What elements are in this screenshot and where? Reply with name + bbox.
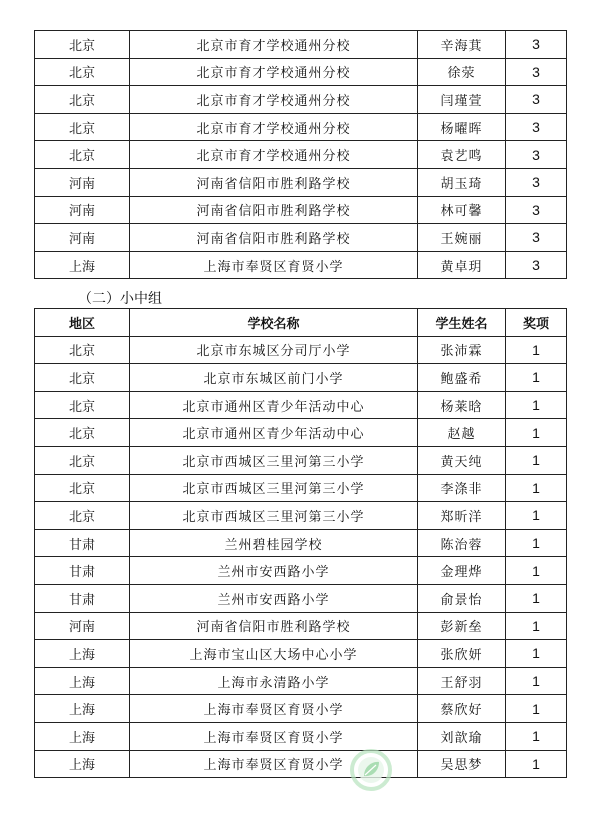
cell-school: 河南省信阳市胜利路学校 xyxy=(130,168,418,196)
cell-award: 3 xyxy=(506,31,567,59)
cell-region: 北京 xyxy=(35,86,130,114)
table-row xyxy=(35,474,567,502)
cell-student: 张沛霖 xyxy=(418,336,506,364)
cell-region: 北京 xyxy=(35,141,130,169)
table-row xyxy=(35,584,567,612)
cell-student: 王婉丽 xyxy=(418,224,506,252)
section-heading: （二）小中组 xyxy=(78,291,162,307)
cell-region: 北京 xyxy=(35,419,130,447)
cell-school: 北京市西城区三里河第三小学 xyxy=(130,502,418,530)
cell-school: 上海市永清路小学 xyxy=(130,667,418,695)
cell-region: 北京 xyxy=(35,336,130,364)
cell-student: 金理烨 xyxy=(418,557,506,585)
cell-region: 河南 xyxy=(35,196,130,224)
cell-award: 1 xyxy=(506,419,567,447)
cell-student: 辛海萁 xyxy=(418,31,506,59)
table-header-row xyxy=(35,309,567,337)
cell-award: 1 xyxy=(506,667,567,695)
cell-region: 河南 xyxy=(35,612,130,640)
award-table-group-2-body xyxy=(35,336,567,778)
cell-student: 李涤非 xyxy=(418,474,506,502)
table-row xyxy=(35,224,567,252)
cell-student: 徐荥 xyxy=(418,58,506,86)
cell-award: 3 xyxy=(506,141,567,169)
cell-region: 河南 xyxy=(35,168,130,196)
cell-school: 北京市通州区青少年活动中心 xyxy=(130,391,418,419)
cell-student: 俞景怡 xyxy=(418,584,506,612)
cell-school: 北京市通州区青少年活动中心 xyxy=(130,419,418,447)
header-student: 学生姓名 xyxy=(418,309,506,337)
cell-student: 王舒羽 xyxy=(418,667,506,695)
table-row xyxy=(35,141,567,169)
cell-student: 蔡欣好 xyxy=(418,695,506,723)
table-row xyxy=(35,612,567,640)
cell-student: 黄天纯 xyxy=(418,446,506,474)
table-row xyxy=(35,419,567,447)
header-region: 地区 xyxy=(35,309,130,337)
cell-region: 甘肃 xyxy=(35,584,130,612)
table-row xyxy=(35,529,567,557)
cell-region: 上海 xyxy=(35,695,130,723)
table-row xyxy=(35,391,567,419)
cell-school: 北京市育才学校通州分校 xyxy=(130,58,418,86)
header-award: 奖项 xyxy=(506,309,567,337)
cell-award: 3 xyxy=(506,58,567,86)
leaf-circle-icon xyxy=(349,748,393,792)
header-school: 学校名称 xyxy=(130,309,418,337)
cell-school: 上海市奉贤区育贤小学 xyxy=(130,695,418,723)
table-row xyxy=(35,58,567,86)
cell-award: 1 xyxy=(506,502,567,530)
cell-school: 北京市西城区三里河第三小学 xyxy=(130,446,418,474)
cell-award: 1 xyxy=(506,722,567,750)
cell-award: 1 xyxy=(506,474,567,502)
cell-school: 河南省信阳市胜利路学校 xyxy=(130,224,418,252)
cell-region: 上海 xyxy=(35,667,130,695)
cell-award: 3 xyxy=(506,224,567,252)
cell-award: 1 xyxy=(506,612,567,640)
table-row xyxy=(35,251,567,279)
cell-student: 杨曜晖 xyxy=(418,113,506,141)
cell-student: 杨莱晗 xyxy=(418,391,506,419)
cell-region: 上海 xyxy=(35,251,130,279)
cell-student: 鲍盛希 xyxy=(418,364,506,392)
cell-school: 上海市奉贤区育贤小学 xyxy=(130,251,418,279)
cell-school: 北京市东城区分司厅小学 xyxy=(130,336,418,364)
cell-award: 1 xyxy=(506,529,567,557)
cell-award: 3 xyxy=(506,113,567,141)
cell-student: 闫瑾萱 xyxy=(418,86,506,114)
cell-award: 1 xyxy=(506,364,567,392)
table-row xyxy=(35,31,567,59)
cell-school: 兰州碧桂园学校 xyxy=(130,529,418,557)
award-table-continued-body xyxy=(35,31,567,279)
table-row xyxy=(35,640,567,668)
table-row xyxy=(35,722,567,750)
cell-award: 1 xyxy=(506,557,567,585)
cell-award: 1 xyxy=(506,695,567,723)
cell-region: 北京 xyxy=(35,58,130,86)
cell-school: 兰州市安西路小学 xyxy=(130,557,418,585)
cell-region: 甘肃 xyxy=(35,529,130,557)
cell-student: 胡玉琦 xyxy=(418,168,506,196)
table-row xyxy=(35,168,567,196)
cell-award: 3 xyxy=(506,196,567,224)
cell-student: 赵越 xyxy=(418,419,506,447)
cell-award: 3 xyxy=(506,86,567,114)
cell-region: 上海 xyxy=(35,722,130,750)
cell-school: 河南省信阳市胜利路学校 xyxy=(130,612,418,640)
cell-region: 北京 xyxy=(35,31,130,59)
table-row xyxy=(35,336,567,364)
cell-award: 1 xyxy=(506,584,567,612)
cell-region: 北京 xyxy=(35,502,130,530)
cell-school: 河南省信阳市胜利路学校 xyxy=(130,196,418,224)
cell-school: 上海市宝山区大场中心小学 xyxy=(130,640,418,668)
cell-award: 1 xyxy=(506,391,567,419)
cell-school: 上海市奉贤区育贤小学 xyxy=(130,750,418,778)
cell-school: 北京市育才学校通州分校 xyxy=(130,31,418,59)
cell-region: 北京 xyxy=(35,391,130,419)
cell-student: 刘歆瑜 xyxy=(418,722,506,750)
table-row xyxy=(35,557,567,585)
cell-student: 张欣妍 xyxy=(418,640,506,668)
cell-region: 北京 xyxy=(35,474,130,502)
cell-school: 北京市育才学校通州分校 xyxy=(130,86,418,114)
cell-award: 3 xyxy=(506,168,567,196)
cell-region: 河南 xyxy=(35,224,130,252)
cell-student: 黄卓玥 xyxy=(418,251,506,279)
cell-school: 北京市东城区前门小学 xyxy=(130,364,418,392)
cell-region: 甘肃 xyxy=(35,557,130,585)
cell-school: 北京市育才学校通州分校 xyxy=(130,113,418,141)
cell-region: 北京 xyxy=(35,446,130,474)
cell-region: 北京 xyxy=(35,364,130,392)
award-table-continued xyxy=(34,30,567,279)
cell-student: 袁艺鸣 xyxy=(418,141,506,169)
cell-school: 北京市西城区三里河第三小学 xyxy=(130,474,418,502)
cell-region: 上海 xyxy=(35,640,130,668)
table-row xyxy=(35,86,567,114)
table-row xyxy=(35,446,567,474)
cell-student: 彭新垒 xyxy=(418,612,506,640)
table-row xyxy=(35,113,567,141)
table-row xyxy=(35,695,567,723)
cell-student: 郑昕洋 xyxy=(418,502,506,530)
cell-award: 1 xyxy=(506,336,567,364)
cell-school: 兰州市安西路小学 xyxy=(130,584,418,612)
cell-student: 陈治蓉 xyxy=(418,529,506,557)
table-row xyxy=(35,364,567,392)
cell-region: 上海 xyxy=(35,750,130,778)
cell-student: 林可馨 xyxy=(418,196,506,224)
cell-school: 上海市奉贤区育贤小学 xyxy=(130,722,418,750)
cell-award: 1 xyxy=(506,640,567,668)
cell-award: 1 xyxy=(506,446,567,474)
table-row xyxy=(35,196,567,224)
table-row xyxy=(35,750,567,778)
cell-region: 北京 xyxy=(35,113,130,141)
cell-award: 3 xyxy=(506,251,567,279)
table-row xyxy=(35,667,567,695)
cell-student: 吴思梦 xyxy=(418,750,506,778)
cell-school: 北京市育才学校通州分校 xyxy=(130,141,418,169)
award-table-group-2 xyxy=(34,308,567,778)
table-row xyxy=(35,502,567,530)
cell-award: 1 xyxy=(506,750,567,778)
